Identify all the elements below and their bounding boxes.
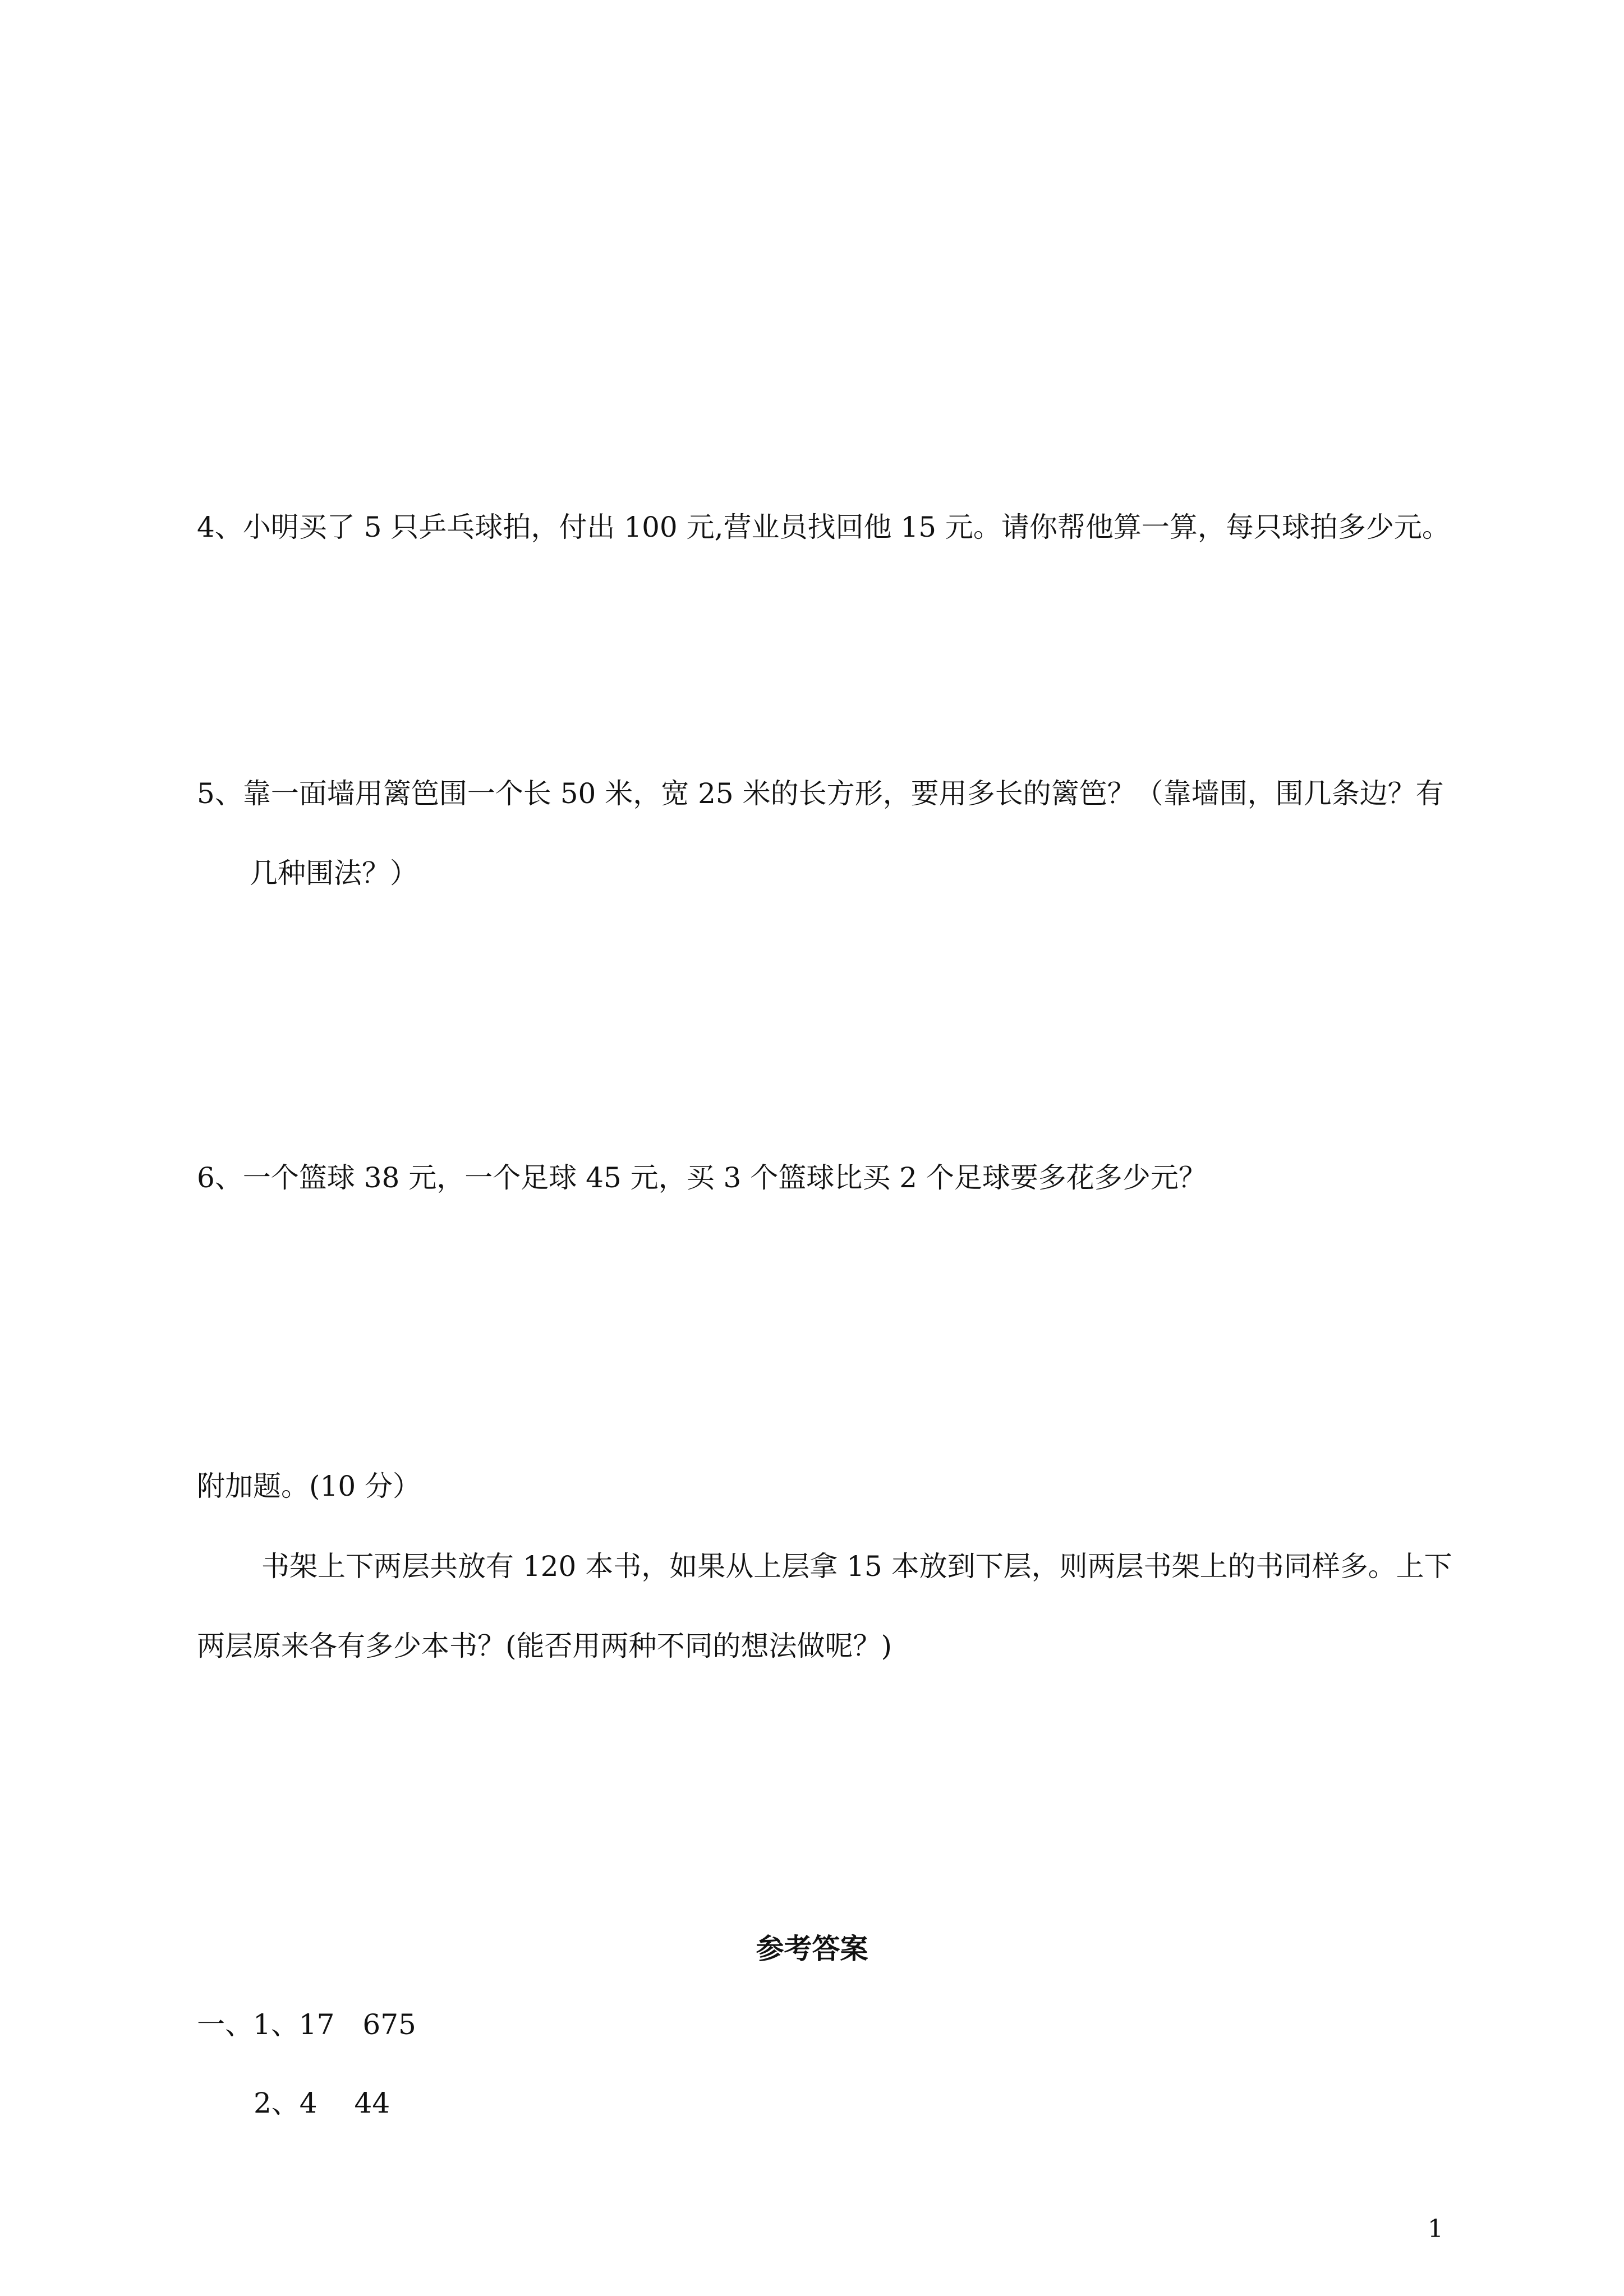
answer-line-1: 一、1、17 675 [197, 2008, 416, 2041]
question-5-line-1: 5、靠一面墙用篱笆围一个长 50 米，宽 25 米的长方形，要用多长的篱笆？（靠墙围，围几条边？有 [197, 777, 1444, 810]
answers-title: 参考答案 [756, 1932, 868, 1965]
bonus-question-line-2: 两层原来各有多少本书？(能否用两种不同的想法做呢？) [197, 1630, 892, 1662]
bonus-title: 附加题。(10 分） [197, 1470, 421, 1502]
question-5-line-2: 几种围法？） [250, 857, 418, 889]
answer-line-2: 2、4 44 [254, 2087, 390, 2119]
bonus-question-line-1: 书架上下两层共放有 120 本书，如果从上层拿 15 本放到下层，则两层书架上的书同样多。上下 [261, 1550, 1452, 1583]
question-6: 6、一个篮球 38 元，一个足球 45 元，买 3 个篮球比买 2 个足球要多花多少元？ [197, 1161, 1207, 1194]
page-number: 1 [1428, 2215, 1443, 2243]
question-4: 4、小明买了 5 只乒乓球拍，付出 100 元,营业员找回他 15 元。请你帮他算一算，每只球拍多少元。 [197, 511, 1450, 543]
